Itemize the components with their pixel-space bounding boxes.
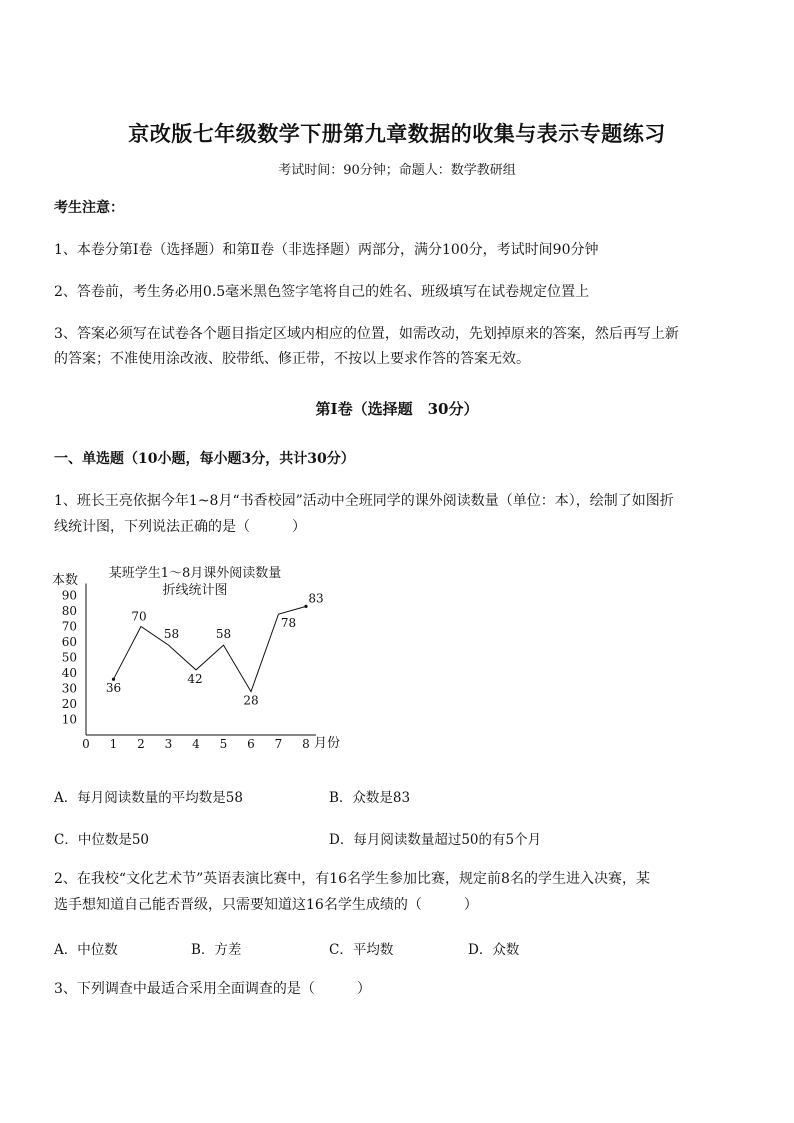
section-title: 一、单选题（10小题，每小题3分，共计30分）: [54, 451, 355, 467]
x-tick-label: 7: [274, 737, 283, 751]
chart-title: 某班学生1～8月课外阅读数量: [108, 566, 282, 581]
y-tick-label: 80: [61, 604, 77, 618]
data-point: [304, 605, 307, 608]
y-tick-label: 10: [61, 712, 77, 727]
y-tick-label: 50: [61, 650, 77, 665]
question-2-line1: 2、在我校“文化艺术节”英语表演比赛中，有16名学生参加比赛，规定前8名的学生进入决赛，某: [54, 871, 650, 887]
notice-item-3: 3、答案必须写在试卷各个题目指定区域内相应的位置，如需改动，先划掉原来的答案，然后再写上新: [54, 326, 679, 342]
data-label: 42: [187, 671, 203, 686]
x-tick-label: 0: [82, 737, 90, 751]
notice-item-1: 1、本卷分第Ⅰ卷（选择题）和第Ⅱ卷（非选择题）两部分，满分100分，考试时间90分钟: [54, 242, 599, 258]
x-tick-label: 5: [219, 737, 228, 751]
question-1-line2: 线统计图，下列说法正确的是（ ）: [54, 519, 306, 535]
y-tick-label: 90: [61, 588, 77, 603]
y-axis-label: 本数: [51, 573, 79, 588]
q1-option-c[interactable]: C．中位数是50: [54, 832, 150, 848]
notice-item-2: 2、答卷前，考生务必用0.5毫米黑色签字笔将自己的姓名、班级填写在试卷规定位置上: [54, 284, 590, 300]
question-2-line2: 选手想知道自己能否晋级，只需要知道这16名学生成绩的（ ）: [54, 897, 478, 913]
data-label: 28: [243, 693, 259, 708]
line-chart: [40, 555, 370, 760]
x-tick-label: 8: [302, 737, 310, 751]
x-tick-label: 6: [247, 737, 255, 751]
q2-option-a[interactable]: A．中位数: [54, 942, 118, 958]
data-label: 36: [105, 681, 122, 696]
data-label: 83: [308, 591, 324, 606]
exam-info: 考试时间：90分钟；命题人：数学教研组: [278, 163, 516, 178]
question-3-line1: 3、下列调查中最适合采用全面调查的是（ ）: [54, 981, 371, 997]
y-tick-label: 20: [61, 697, 77, 711]
q1-option-d[interactable]: D．每月阅读数量超过50的有5个月: [329, 832, 542, 848]
chart-subtitle: 折线统计图: [162, 583, 228, 598]
question-1-line1: 1、班长王亮依据今年1~8月“书香校园”活动中全班同学的课外阅读数量（单位：本），绘制了如图折: [54, 493, 674, 509]
q2-option-c[interactable]: C．平均数: [329, 942, 394, 958]
x-tick-label: 1: [109, 737, 118, 751]
part-title: 第Ⅰ卷（选择题 30分）: [315, 400, 479, 418]
data-label: 58: [163, 627, 180, 642]
q1-option-a[interactable]: A．每月阅读数量的平均数是58: [54, 790, 243, 806]
notice-item-3-cont: 的答案；不准使用涂改液、胶带纸、修正带，不按以上要求作答的答案无效。: [54, 351, 530, 367]
y-tick-label: 30: [61, 681, 77, 696]
page-title: 京改版七年级数学下册第九章数据的收集与表示专题练习: [128, 121, 666, 146]
data-label: 78: [280, 616, 297, 631]
y-tick-label: 40: [61, 666, 77, 680]
y-tick-label: 60: [61, 635, 77, 649]
data-label: 58: [215, 627, 232, 642]
q1-option-b[interactable]: B．众数是83: [329, 790, 411, 806]
q2-option-b[interactable]: B．方差: [191, 942, 242, 958]
y-tick-label: 70: [61, 619, 77, 634]
notice-heading: 考生注意：: [54, 200, 124, 216]
x-tick-label: 4: [192, 737, 200, 751]
x-tick-label: 2: [137, 737, 145, 751]
q2-option-d[interactable]: D．众数: [468, 942, 520, 958]
x-tick-label: 3: [164, 737, 173, 751]
x-axis-label: 月份: [313, 736, 341, 751]
data-label: 70: [131, 609, 147, 624]
